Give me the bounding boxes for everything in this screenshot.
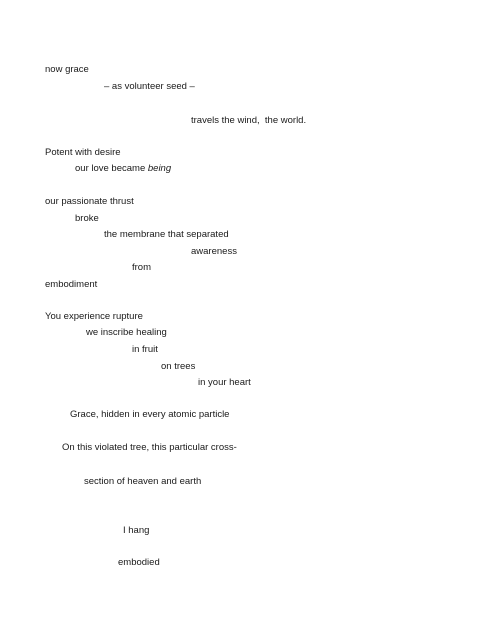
poem-line: from (132, 262, 151, 273)
poem-line: the membrane that separated (104, 229, 229, 240)
poem-line: our passionate thrust (45, 196, 134, 207)
poem-line: I hang (123, 525, 150, 536)
poem-line: embodied (118, 557, 160, 568)
poem-line: broke (75, 213, 99, 224)
poem-emphasis: being (147, 163, 172, 174)
poem-line: travels the wind, the world. (191, 115, 307, 126)
poem-line: awareness (191, 246, 237, 257)
poem-line: we inscribe healing (86, 327, 167, 338)
poem-line: Potent with desire (45, 147, 121, 158)
poem-line: embodiment (45, 279, 98, 290)
poem-line: on trees (161, 361, 196, 372)
poem-line (75, 163, 171, 175)
poem-line: section of heaven and earth (84, 476, 202, 487)
poem-line-text: our love became (75, 163, 148, 174)
poem-line: On this violated tree, this particular cross- (62, 442, 237, 453)
poem-line: Grace, hidden in every atomic particle (70, 409, 230, 420)
poem-line: – as volunteer seed – (104, 81, 195, 92)
poem-line: You experience rupture (45, 311, 143, 322)
poem-line: now grace (45, 64, 89, 75)
poem-line: in fruit (132, 344, 158, 355)
poem-line: in your heart (198, 377, 251, 388)
